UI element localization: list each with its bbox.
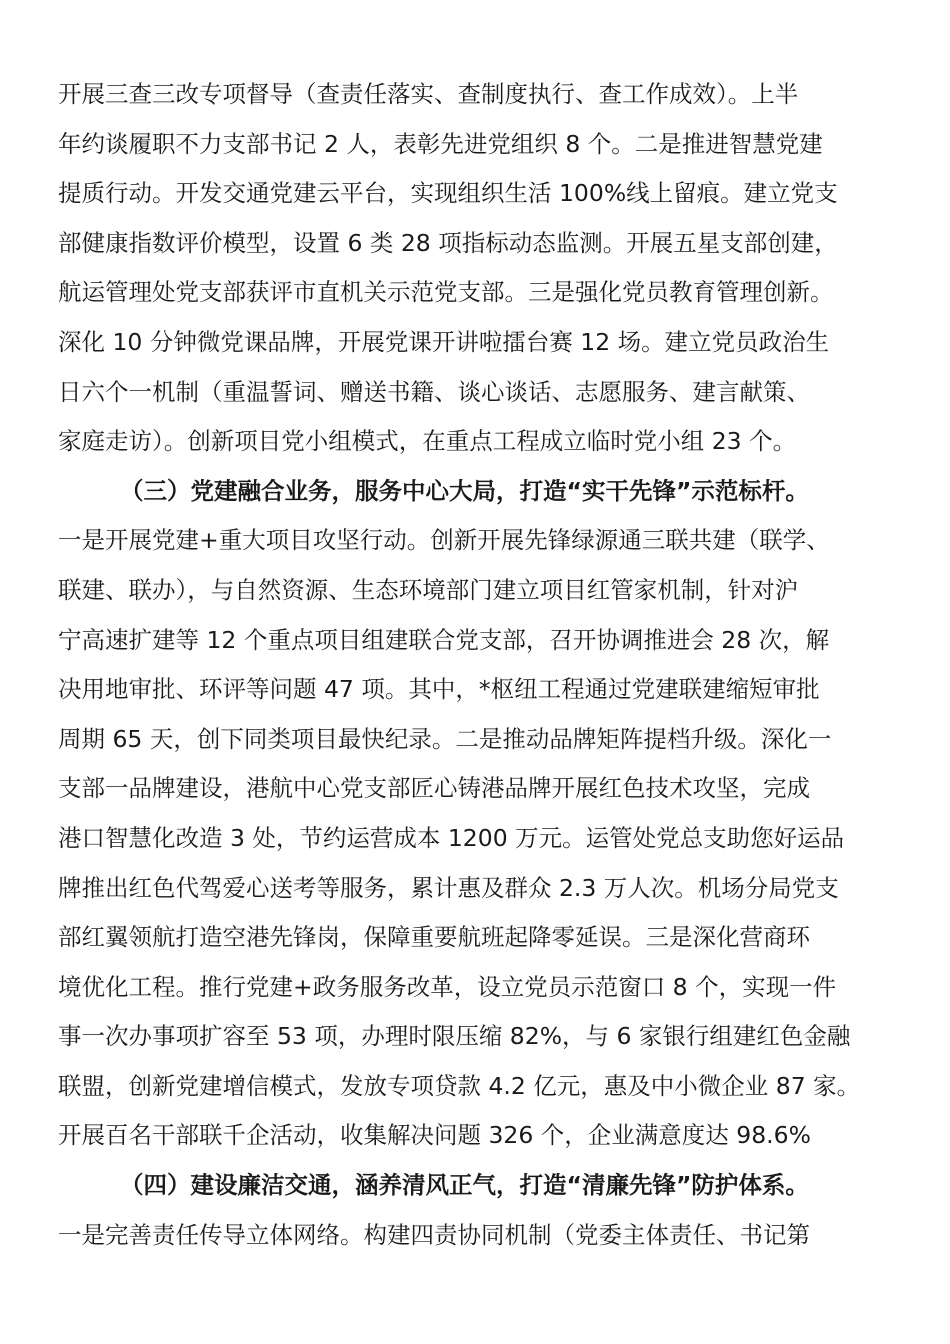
body-line: 年约谈履职不力支部书记 2 人，表彰先进党组织 8 个。二是推进智慧党建 bbox=[58, 129, 823, 158]
body-line: 一是完善责任传导立体网络。构建四责协同机制（党委主体责任、书记第 bbox=[58, 1220, 810, 1249]
body-line: 部红翼领航打造空港先锋岗，保障重要航班起降零延误。三是深化营商环 bbox=[58, 923, 810, 952]
body-line: 部健康指数评价模型，设置 6 类 28 项指标动态监测。开展五星支部创建， bbox=[58, 228, 838, 257]
body-line: 航运管理处党支部获评市直机关示范党支部。三是强化党员教育管理创新。 bbox=[58, 278, 834, 307]
section-heading-4: （四）建设廉洁交通，涵养清风正气，打造“清廉先锋”防护体系。 bbox=[120, 1171, 809, 1200]
body-line: 日六个一机制（重温誓词、赠送书籍、谈心谈话、志愿服务、建言献策、 bbox=[58, 377, 810, 406]
body-line: 港口智慧化改造 3 处，节约运营成本 1200 万元。运管处党总支助您好运品 bbox=[58, 823, 845, 852]
body-line: 提质行动。开发交通党建云平台，实现组织生活 100%线上留痕。建立党支 bbox=[58, 179, 838, 208]
body-line: 境优化工程。推行党建+政务服务改革，设立党员示范窗口 8 个，实现一件 bbox=[58, 972, 837, 1001]
body-line: 一是开展党建+重大项目攻坚行动。创新开展先锋绿源通三联共建（联学、 bbox=[58, 526, 830, 555]
body-line: 家庭走访）。创新项目党小组模式，在重点工程成立临时党小组 23 个。 bbox=[58, 427, 797, 456]
body-line: 联建、联办），与自然资源、生态环境部门建立项目红管家机制，针对沪 bbox=[58, 575, 799, 604]
body-line: 深化 10 分钟微党课品牌，开展党课开讲啦擂台赛 12 场。建立党员政治生 bbox=[58, 327, 830, 356]
body-line: 事一次办事项扩容至 53 项，办理时限压缩 82%，与 6 家银行组建红色金融 bbox=[58, 1022, 851, 1051]
body-line: 开展百名干部联千企活动，收集解决问题 326 个，企业满意度达 98.6% bbox=[58, 1121, 811, 1150]
body-line: 联盟，创新党建增信模式，发放专项贷款 4.2 亿元，惠及中小微企业 87 家。 bbox=[58, 1071, 861, 1100]
body-line: 开展三查三改专项督导（查责任落实、查制度执行、查工作成效）。上半 bbox=[58, 80, 799, 108]
body-line: 决用地审批、环评等问题 47 项。其中，*枢纽工程通过党建联建缩短审批 bbox=[58, 675, 820, 704]
body-line: 支部一品牌建设，港航中心党支部匠心铸港品牌开展红色技术攻坚，完成 bbox=[58, 774, 810, 803]
body-line: 牌推出红色代驾爱心送考等服务，累计惠及群众 2.3 万人次。机场分局党支 bbox=[58, 873, 839, 902]
document-body bbox=[58, 70, 892, 1260]
section-heading-3: （三）党建融合业务，服务中心大局，打造“实干先锋”示范标杆。 bbox=[120, 476, 809, 505]
body-line: 周期 65 天，创下同类项目最快纪录。二是推动品牌矩阵提档升级。深化一 bbox=[58, 724, 832, 753]
body-line: 宁高速扩建等 12 个重点项目组建联合党支部，召开协调推进会 28 次，解 bbox=[58, 625, 830, 654]
